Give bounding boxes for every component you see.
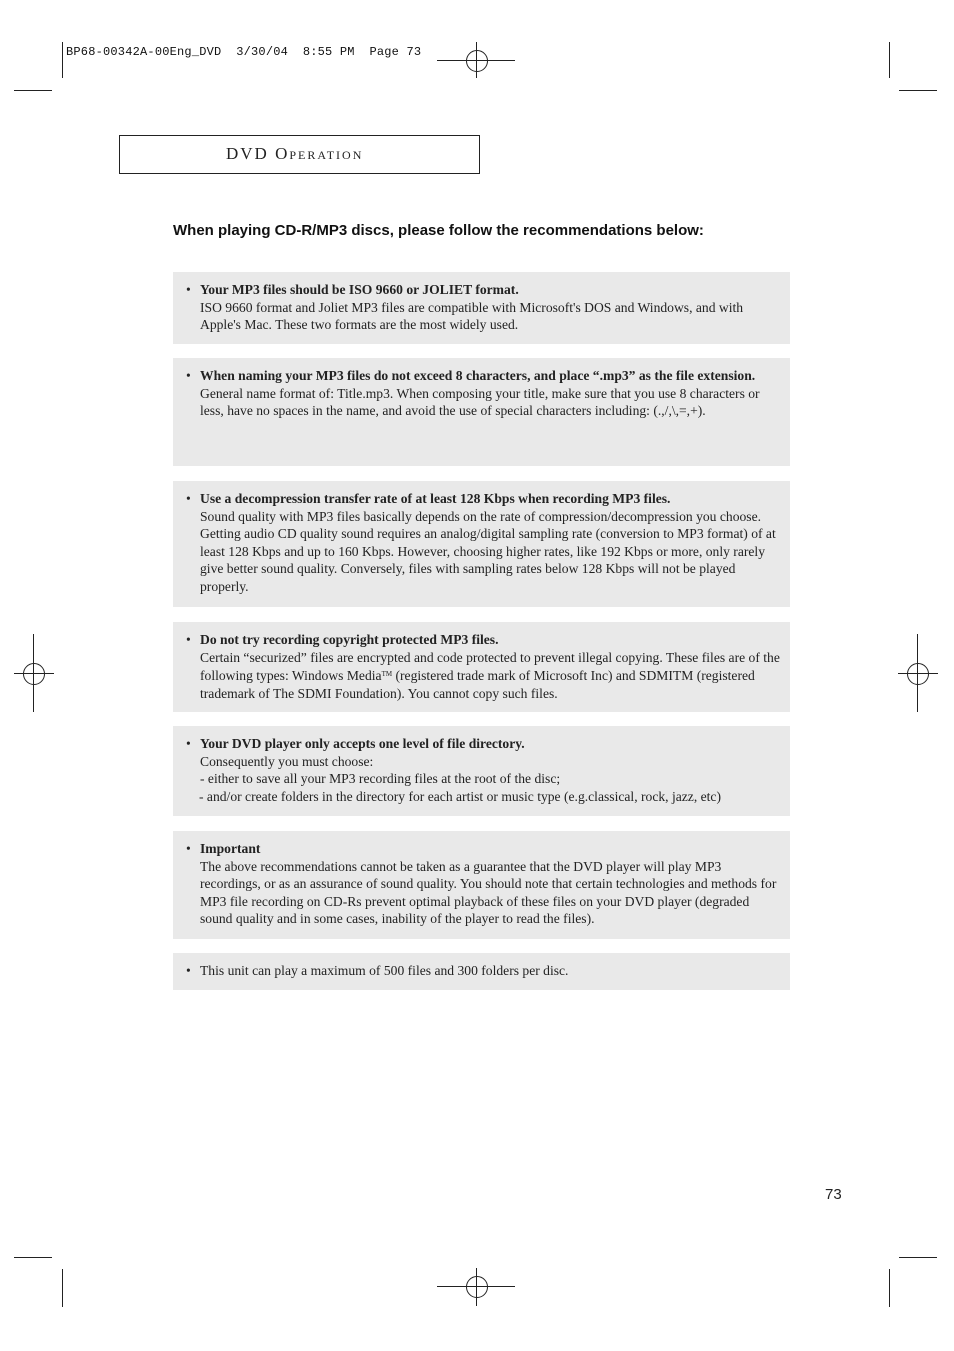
recommendation-body: This unit can play a maximum of 500 files and 300 folders per disc.	[200, 963, 569, 978]
directory-line-2: - either to save all your MP3 recording files at the root of the disc;	[200, 771, 561, 787]
body-part-a: Certain “securized” files are encrypted and code protected to prevent illegal copying. These files are of the following types: Windows Media	[200, 649, 780, 684]
recommendation-iso-format	[173, 272, 790, 344]
page-number: 73	[825, 1186, 842, 1203]
recommendation-body: ISO 9660 format and Joliet MP3 files are compatible with Microsoft's DOS and Windows, and with Apple's Mac. These two formats are the most widely used.	[200, 299, 744, 333]
section-header	[119, 135, 480, 174]
recommendation-title: When naming your MP3 files do not exceed 8 characters, and place “.mp3” as the file extension.	[200, 368, 756, 383]
recommendation-body: Sound quality with MP3 files basically depends on the rate of compression/decompression you choose. Getting audio CD quality sound requires an analog/digital sampling rate (conversion to MP3 format) of at least 128 Kbps and up to 160 Kbps. However, choosing higher rates, like 192 Kbps or more, only rarely give better sound quality. Conversely, files with sampling rates below 128 Kbps will not be played properly.	[200, 508, 776, 594]
page-heading: When playing CD-R/MP3 discs, please follow the recommendations below:	[173, 222, 704, 239]
print-slug: BP68-00342A-00Eng_DVD 3/30/04 8:55 PM Page 73	[66, 45, 422, 59]
bullet: •	[186, 736, 191, 751]
directory-line-1: Consequently you must choose:	[200, 753, 374, 769]
section-title: DVD Operation	[226, 144, 364, 163]
bullet: •	[186, 282, 191, 297]
bullet: •	[186, 841, 191, 856]
bullet: •	[186, 632, 191, 647]
recommendation-transfer-rate	[173, 481, 790, 607]
recommendation-file-limit	[173, 953, 790, 990]
recommendation-important	[173, 831, 790, 939]
recommendation-title: Do not try recording copyright protected MP3 files.	[200, 632, 499, 647]
recommendation-directory	[173, 726, 790, 816]
recommendation-body: The above recommendations cannot be taken as a guarantee that the DVD player will play MP3 recordings, or as an assurance of sound quality. You should note that certain technologies and methods for MP3 file recording on CD-Rs prevent optimal playback of these files on your DVD player (degraded sound quality and in some cases, inability of the player to read the files).	[200, 858, 777, 927]
bullet: •	[186, 963, 191, 978]
recommendation-title: Your MP3 files should be ISO 9660 or JOLIET format.	[200, 282, 519, 297]
body-part-b: (registered trade mark of Microsoft Inc) and SDMITM (registered trademark of The SDMI Foundation). You cannot copy such files.	[200, 668, 755, 701]
recommendation-copyright	[173, 622, 790, 712]
bullet: •	[186, 491, 191, 506]
recommendation-body	[200, 649, 782, 703]
bullet: •	[186, 368, 191, 383]
recommendation-title: Use a decompression transfer rate of at least 128 Kbps when recording MP3 files.	[200, 491, 671, 506]
recommendation-title: Important	[200, 841, 261, 856]
recommendation-title: Your DVD player only accepts one level of file directory.	[200, 736, 525, 751]
recommendation-file-naming	[173, 358, 790, 466]
directory-line-3: - and/or create folders in the directory for each artist or music type (e.g.classical, rock, jazz, etc)	[199, 788, 721, 804]
recommendation-body: General name format of: Title.mp3. When composing your title, make sure that you use 8 characters or less, have no spaces in the name, and avoid the use of special characters including: (.,/,\,=,+).	[200, 385, 760, 419]
trademark-symbol: TM	[381, 670, 393, 679]
